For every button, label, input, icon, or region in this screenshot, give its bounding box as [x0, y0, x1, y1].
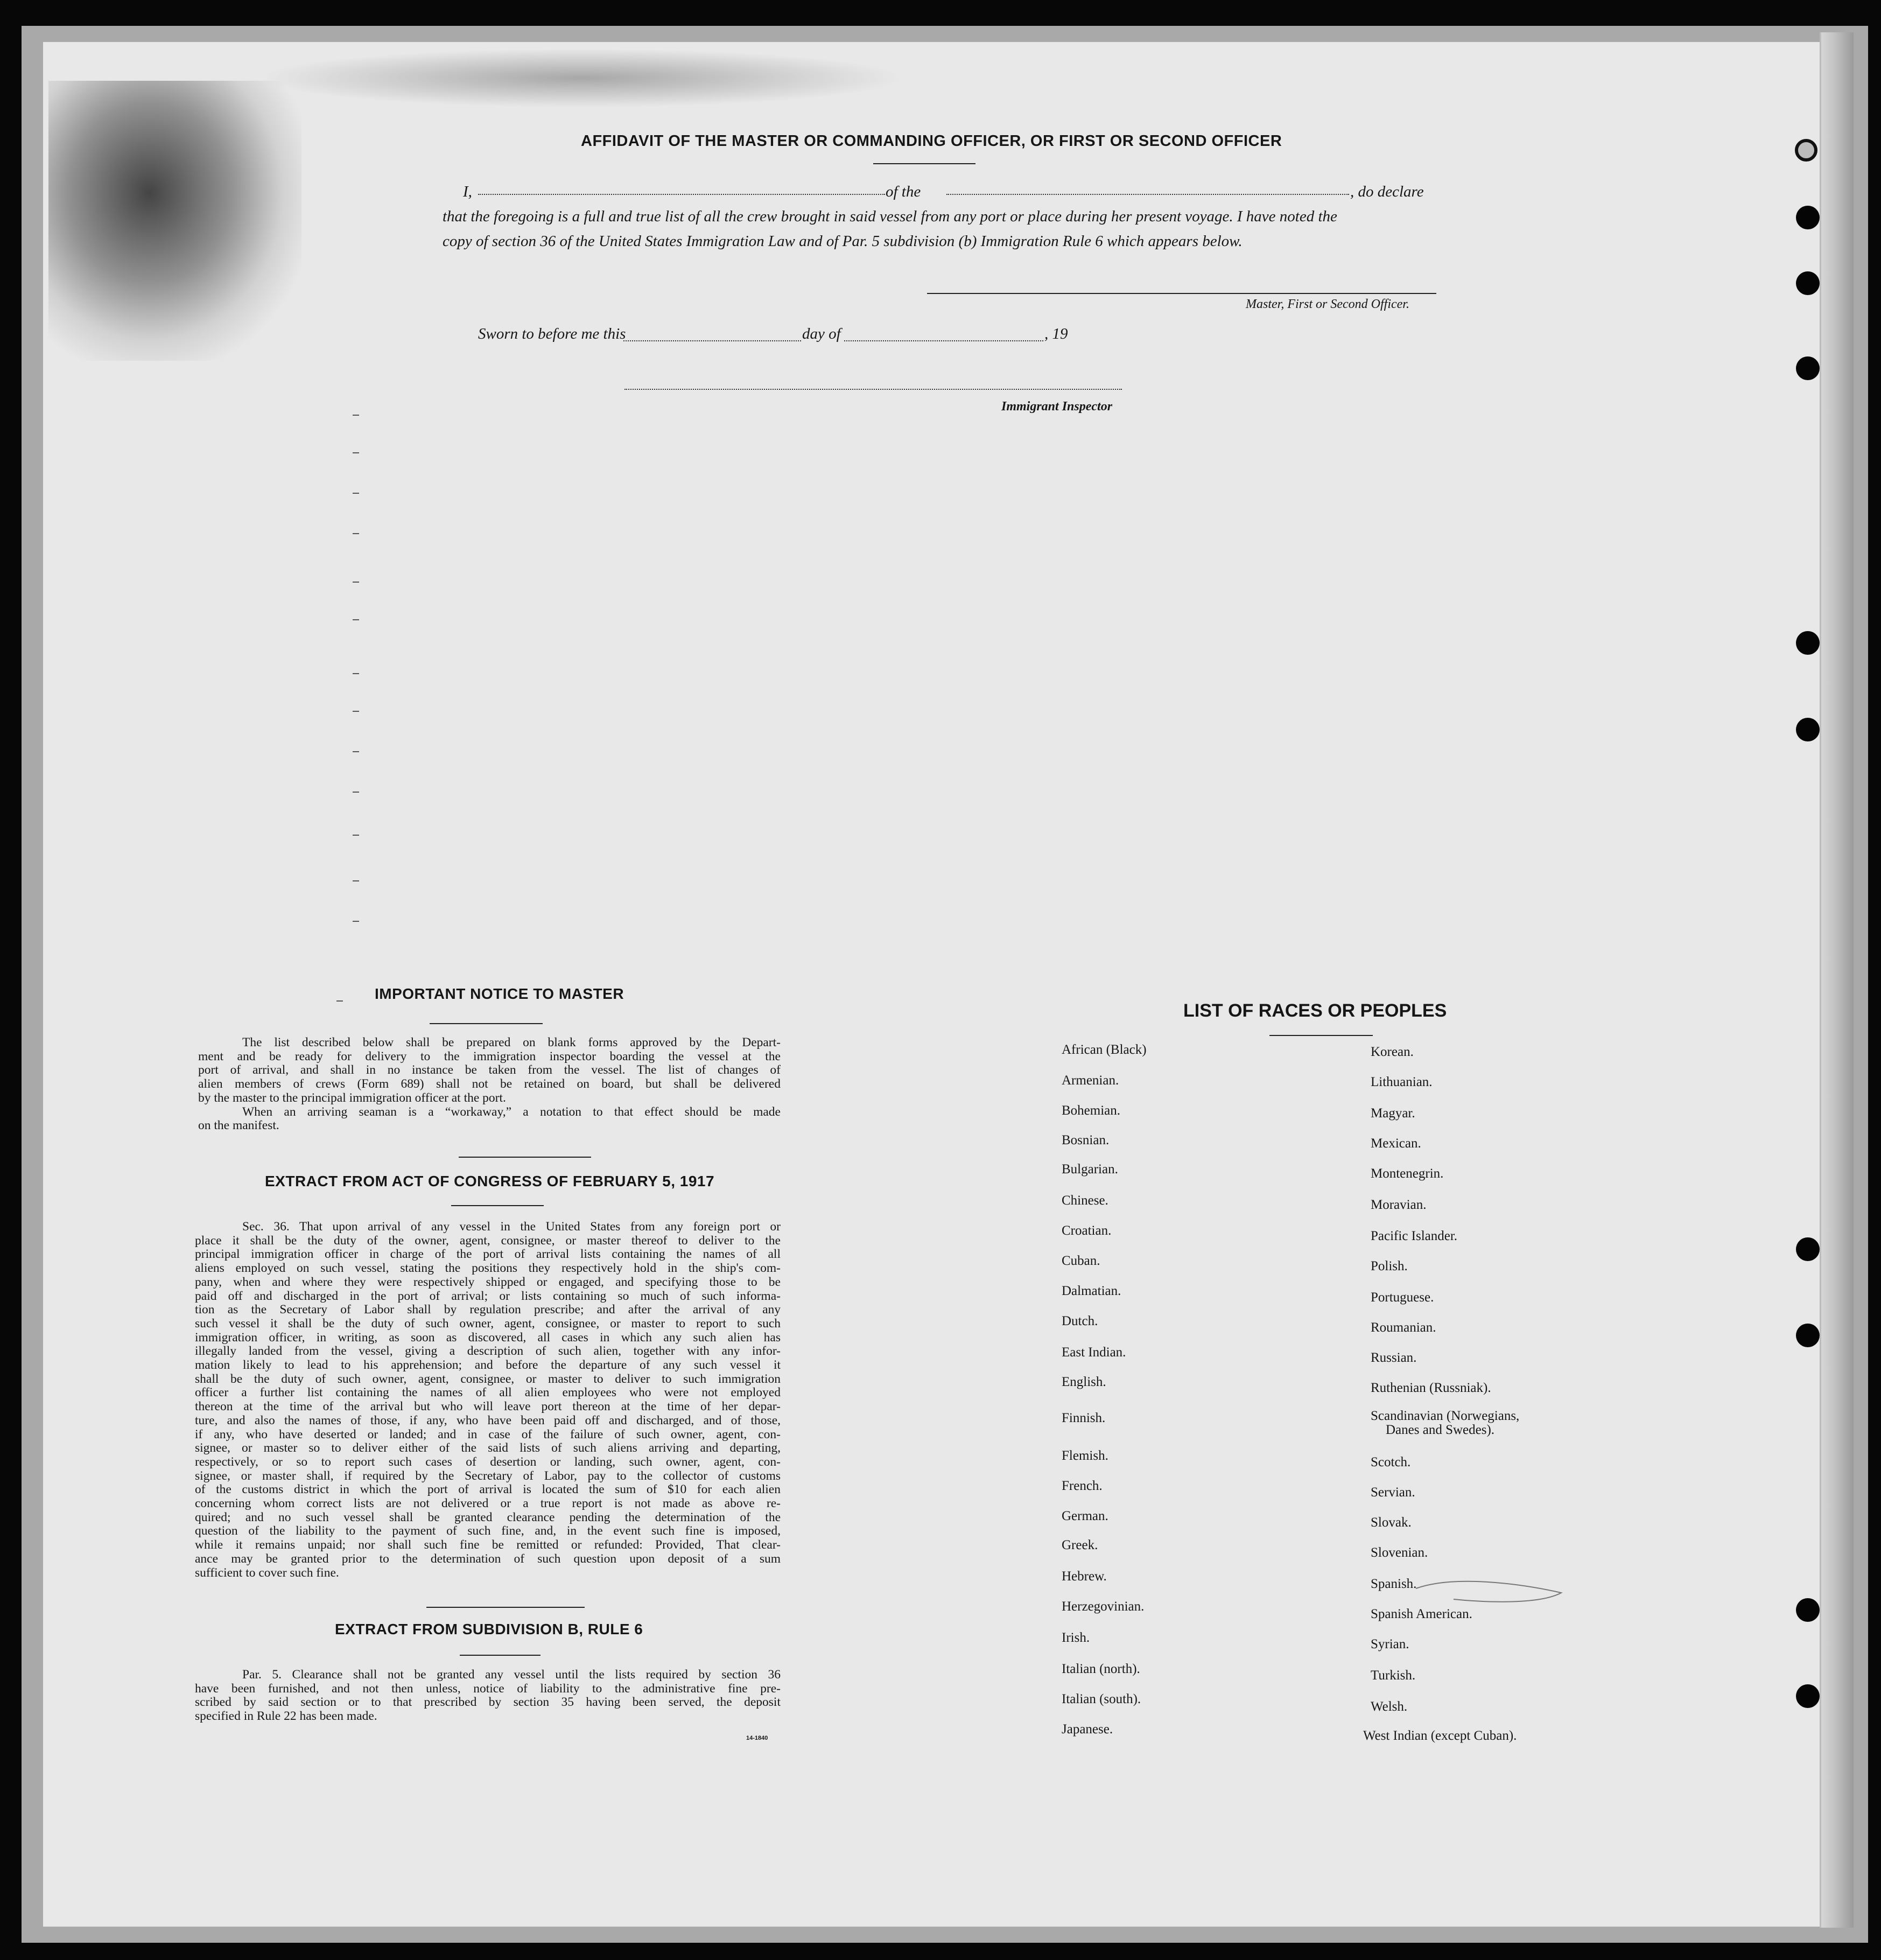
- text-line: port of arrival, and shall in no instance be taken from the vessel. The list of changes of: [198, 1063, 781, 1077]
- race-item: Greek.: [1062, 1538, 1098, 1552]
- margin-mark: [353, 921, 359, 922]
- race-item: English.: [1062, 1375, 1106, 1389]
- text-line: such vessel it shall be the duty of such owner, agent, consignee, or master to report to such: [195, 1316, 781, 1331]
- text-line: Par. 5. Clearance shall not be granted any vessel until the lists required by section 36: [242, 1668, 781, 1682]
- races-title: LIST OF RACES OR PEOPLES: [1183, 1000, 1447, 1021]
- master-signature-label: Master, First or Second Officer.: [1246, 297, 1409, 311]
- race-item: Armenian.: [1062, 1073, 1119, 1088]
- race-item: Pacific Islander.: [1371, 1229, 1458, 1243]
- race-item: Magyar.: [1371, 1106, 1415, 1121]
- text-line: aliens employed on such vessel, stating the positions they respectively hold in the ship's com-: [195, 1261, 781, 1276]
- master-signature-line[interactable]: [927, 293, 1436, 294]
- rule6-title: EXTRACT FROM SUBDIVISION B, RULE 6: [335, 1621, 643, 1637]
- name-blank[interactable]: [478, 194, 885, 195]
- race-item: Lithuanian.: [1371, 1075, 1433, 1089]
- divider: [426, 1607, 585, 1608]
- text-line: officer a further list containing the names of all alien employees who were not employed: [195, 1385, 781, 1400]
- race-item: Hebrew.: [1062, 1569, 1107, 1584]
- text-line: concerning whom correct lists are not delivered or a true report is not made as above re-: [195, 1496, 781, 1511]
- text-line: signee, or master so to deliver either of the said lists of such aliens arriving and departing,: [195, 1441, 781, 1455]
- affidavit-line-2: that the foregoing is a full and true list of all the crew brought in said vessel from any port or place during her present voyage. I have noted the: [443, 208, 1337, 225]
- text-line: quired; and no such vessel shall be granted clearance pending the determination of the: [195, 1510, 781, 1524]
- punch-hole: [1796, 718, 1820, 741]
- race-item: Syrian.: [1371, 1637, 1409, 1651]
- text-line: specified in Rule 22 has been made.: [195, 1709, 377, 1724]
- sworn-day-blank[interactable]: [623, 340, 801, 341]
- race-item: East Indian.: [1062, 1345, 1126, 1360]
- text-line: immigration officer, in writing, as soon as discovered, all cases in which any such alien has: [195, 1330, 781, 1345]
- race-item: Irish.: [1062, 1630, 1090, 1645]
- margin-mark: [353, 493, 359, 494]
- race-item: African (Black): [1062, 1042, 1147, 1057]
- affidavit-title: AFFIDAVIT OF THE MASTER OR COMMANDING OFFICER, OR FIRST OR SECOND OFFICER: [581, 132, 1282, 150]
- divider: [430, 1023, 543, 1024]
- divider: [1269, 1035, 1373, 1036]
- race-item: Bohemian.: [1062, 1103, 1121, 1118]
- text-line: ment and be ready for delivery to the immigration inspector boarding the vessel at the: [198, 1049, 781, 1063]
- race-item: Korean.: [1371, 1045, 1414, 1059]
- race-item: Italian (north).: [1062, 1662, 1140, 1676]
- race-item: Finnish.: [1062, 1411, 1106, 1425]
- margin-mark: [353, 792, 359, 793]
- race-item: Danes and Swedes).: [1386, 1423, 1495, 1437]
- text-line: by the master to the principal immigration officer at the port.: [198, 1090, 506, 1105]
- margin-mark: [353, 619, 359, 620]
- text-line: scribed by said section or to that prescribed by section 35 having been served, the deposit: [195, 1695, 781, 1710]
- punch-hole: [1796, 206, 1820, 229]
- race-item: Japanese.: [1062, 1722, 1113, 1737]
- race-item: Montenegrin.: [1371, 1166, 1444, 1181]
- punch-hole: [1796, 1324, 1820, 1347]
- race-item: Croatian.: [1062, 1223, 1112, 1238]
- sworn-month-blank[interactable]: [844, 340, 1043, 341]
- race-item: Turkish.: [1371, 1668, 1416, 1683]
- punch-hole: [1795, 139, 1817, 162]
- text-line: ance may be granted prior to the determination of such question upon deposit of a sum: [195, 1551, 781, 1566]
- document-sheet: [43, 42, 1847, 1927]
- race-item: Roumanian.: [1371, 1320, 1436, 1335]
- margin-mark: [353, 533, 359, 534]
- inspector-label: Immigrant Inspector: [1001, 400, 1113, 414]
- text-line: while it remains unpaid; nor shall such fine be remitted or refunded: Provided, That clear-: [195, 1538, 781, 1552]
- text-line: ture, and also the names of those, if any, who have been paid off and discharged, and of those,: [195, 1413, 781, 1427]
- divider: [460, 1655, 541, 1656]
- margin-mark: [353, 880, 359, 881]
- race-item: Scandinavian (Norwegians,: [1371, 1409, 1520, 1423]
- divider: [451, 1205, 544, 1206]
- punch-hole: [1796, 356, 1820, 380]
- page-edge: [1820, 32, 1854, 1928]
- divider: [459, 1157, 591, 1158]
- margin-mark: [353, 452, 359, 453]
- race-item: French.: [1062, 1479, 1103, 1493]
- form-number: 14-1840: [746, 1735, 768, 1741]
- ink-smudge: [48, 81, 301, 361]
- rule6-paragraph: [195, 1668, 781, 1724]
- punch-hole: [1796, 1237, 1820, 1261]
- text-line: pany, when and where they were respectively shipped or engaged, and specifying those to be: [195, 1275, 781, 1289]
- race-item: Dutch.: [1062, 1314, 1098, 1328]
- punch-hole: [1796, 1598, 1820, 1622]
- text-line: on the manifest.: [198, 1118, 279, 1133]
- text-line: Sec. 36. That upon arrival of any vessel in the United States from any foreign port or: [242, 1220, 781, 1234]
- race-item: Chinese.: [1062, 1193, 1108, 1208]
- divider: [873, 163, 975, 164]
- race-item: Slovenian.: [1371, 1545, 1428, 1560]
- act-title: EXTRACT FROM ACT OF CONGRESS OF FEBRUARY 5, 1917: [265, 1173, 715, 1189]
- race-item: Bulgarian.: [1062, 1162, 1118, 1177]
- inspector-signature-line[interactable]: [624, 389, 1122, 390]
- race-item: Portuguese.: [1371, 1290, 1434, 1305]
- margin-mark: [336, 1000, 343, 1002]
- year-label: , 19: [1044, 325, 1068, 342]
- vessel-blank[interactable]: [946, 194, 1349, 195]
- text-line: principal immigration officer in charge of the port of arrival lists containing the names of all: [195, 1247, 781, 1262]
- race-item: Slovak.: [1371, 1515, 1412, 1530]
- text-line: question of the liability to the payment of such fine, and, in the event such fine is imposed,: [195, 1524, 781, 1538]
- text-line: tion as the Secretary of Labor shall by regulation prescribe; and after the arrival of any: [195, 1303, 781, 1317]
- margin-mark: [353, 711, 359, 712]
- punch-hole: [1796, 1684, 1820, 1708]
- notice-paragraph-1: [198, 1036, 781, 1133]
- race-item: Dalmatian.: [1062, 1284, 1121, 1298]
- day-of-label: day of: [802, 325, 841, 342]
- text-line: of the customs district in which the port of arrival is located the sum of $10 for each alien: [195, 1482, 781, 1497]
- text-line: signee, or master shall, if required by the Secretary of Labor, pay to the collector of customs: [195, 1468, 781, 1483]
- text-line: When an arriving seaman is a “workaway,” a notation to that effect should be made: [242, 1104, 781, 1119]
- act-section-36: [195, 1220, 781, 1580]
- affidavit-i-label: I,: [463, 183, 472, 200]
- text-line: if any, who have deserted or landed; and in case of the failure of such owner, agent, con-: [195, 1427, 781, 1441]
- margin-mark: [353, 582, 359, 583]
- race-item: Ruthenian (Russniak).: [1371, 1381, 1491, 1395]
- text-line: shall be the duty of such owner, agent, consignee, or master to deliver to such immigration: [195, 1371, 781, 1386]
- affidavit-line-3: copy of section 36 of the United States Immigration Law and of Par. 5 subdivision (b) Immigration Rule 6 which appears below.: [443, 233, 1243, 250]
- race-item: Herzegovinian.: [1062, 1599, 1145, 1614]
- race-item: Welsh.: [1371, 1699, 1408, 1714]
- race-item: German.: [1062, 1509, 1108, 1523]
- margin-mark: [353, 673, 359, 674]
- race-item: Spanish.: [1371, 1577, 1417, 1591]
- text-line: have been furnished, and not then unless, notice of liability to the administrative fine pre-: [195, 1681, 781, 1696]
- text-line: sufficient to cover such fine.: [195, 1565, 339, 1580]
- punch-hole: [1796, 271, 1820, 295]
- race-item: West Indian (except Cuban).: [1363, 1728, 1517, 1743]
- bleed-through-shadow: [258, 48, 904, 108]
- punch-hole: [1796, 631, 1820, 655]
- sworn-label: Sworn to before me this: [478, 325, 626, 342]
- margin-mark: [353, 835, 359, 836]
- affidavit-of-the-label: of the: [886, 183, 921, 200]
- race-item: Polish.: [1371, 1259, 1408, 1273]
- race-item: Scotch.: [1371, 1455, 1411, 1469]
- race-item: Spanish American.: [1371, 1607, 1472, 1621]
- text-line: alien members of crews (Form 689) shall not be retained on board, but shall be delivered: [198, 1077, 781, 1091]
- race-item: Servian.: [1371, 1485, 1415, 1500]
- pencil-mark: [1410, 1572, 1572, 1615]
- race-item: Bosnian.: [1062, 1133, 1110, 1147]
- text-line: place it shall be the duty of the owner, agent, consignee, or master thereof to deliver to the: [195, 1233, 781, 1248]
- notice-title: IMPORTANT NOTICE TO MASTER: [375, 985, 624, 1002]
- race-item: Moravian.: [1371, 1198, 1427, 1212]
- text-line: mation likely to lead to his apprehension; and before the departure of any such vessel it: [195, 1358, 781, 1373]
- margin-mark: [353, 751, 359, 752]
- race-item: Russian.: [1371, 1350, 1417, 1365]
- race-item: Flemish.: [1062, 1448, 1108, 1463]
- text-line: respectively, or so to report such cases of desertion or landing, such owner, agent, con-: [195, 1454, 781, 1469]
- text-line: paid off and discharged in the port of arrival; or lists containing so much of such informa-: [195, 1289, 781, 1303]
- text-line: illegally landed from the vessel, giving a description of such alien, together with any infor-: [195, 1344, 781, 1359]
- affidavit-declare-label: , do declare: [1350, 183, 1424, 200]
- race-item: Italian (south).: [1062, 1692, 1141, 1706]
- text-line: thereon at the time of the arrival but who will leave port thereon at the time of her depar-: [195, 1399, 781, 1414]
- text-line: The list described below shall be prepared on blank forms approved by the Depart-: [242, 1035, 781, 1049]
- race-item: Cuban.: [1062, 1254, 1100, 1268]
- margin-mark: [353, 415, 359, 416]
- race-item: Mexican.: [1371, 1136, 1421, 1151]
